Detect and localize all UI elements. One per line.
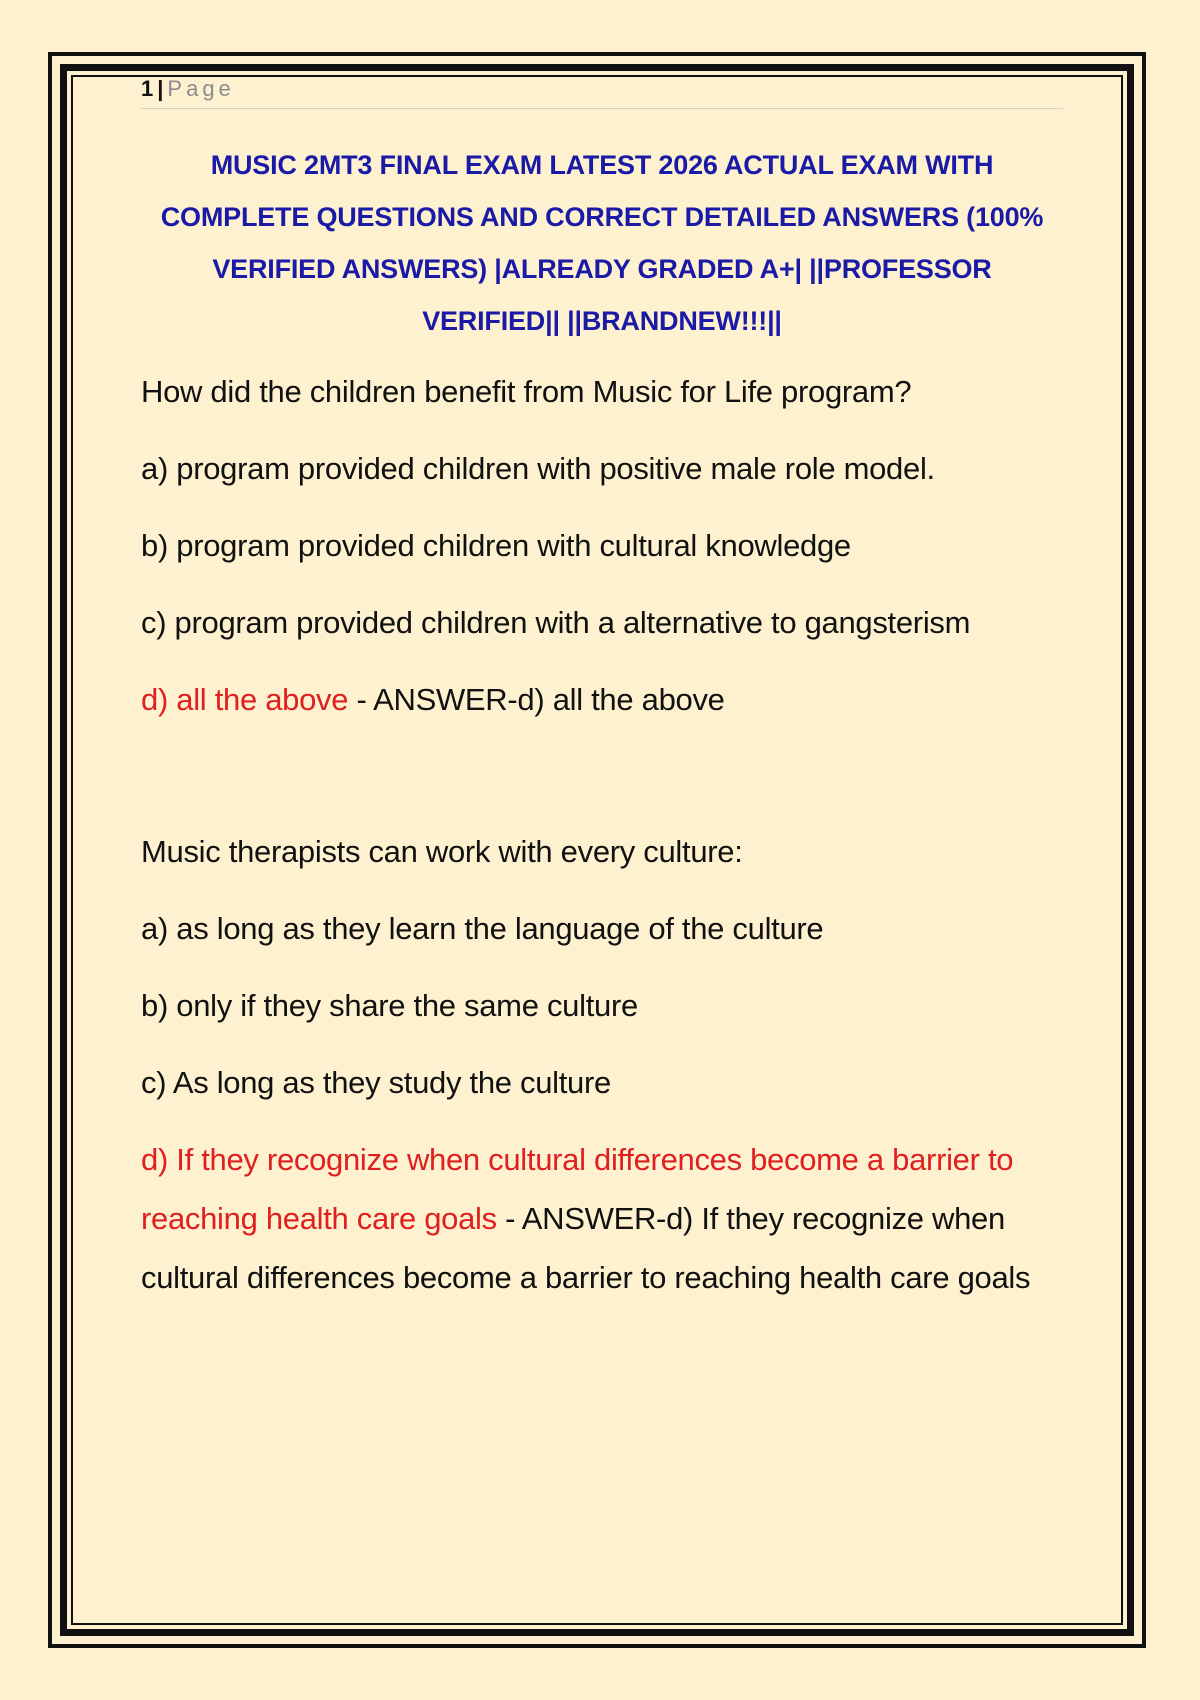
page-number: 1 (141, 76, 154, 101)
question-text: Music therapists can work with every culture: (141, 834, 743, 869)
answer-line (141, 1130, 1063, 1307)
answer-text: - ANSWER-d) all the above (348, 682, 725, 717)
page-content (141, 76, 1063, 1307)
option-b: b) only if they share the same culture (141, 988, 638, 1023)
page-header (141, 76, 1063, 109)
option-b: b) program provided children with cultural knowledge (141, 528, 851, 563)
answer-text: - ANSWER-d) If they recognize when cultural differences become a barrier to reaching health care goals (141, 1201, 1031, 1295)
question-text: How did the children benefit from Music for Life program? (141, 374, 912, 409)
question-2 (141, 827, 1063, 1307)
correct-option: d) If they recognize when cultural differences become a barrier to reaching health care goals (141, 1142, 1014, 1236)
page-separator: | (157, 76, 164, 101)
option-c: c) As long as they study the culture (141, 1065, 611, 1100)
page-word: Page (167, 76, 235, 101)
document-title: MUSIC 2MT3 FINAL EXAM LATEST 2026 ACTUAL EXAM WITH COMPLETE QUESTIONS AND CORRECT DETAILED ANSWERS (100% VERIFIED ANSWERS) |ALREADY GRADED A+| ||PROFESSOR VERIFIED|| ||BRANDNEW!!!|| (160, 150, 1044, 336)
option-c: c) program provided children with a alternative to gangsterism (141, 605, 971, 640)
correct-option: d) all the above (141, 682, 349, 717)
answer-line (141, 675, 1063, 752)
question-1 (141, 367, 1063, 752)
option-a: a) as long as they learn the language of the culture (141, 911, 824, 946)
option-a: a) program provided children with positive male role model. (141, 451, 935, 486)
